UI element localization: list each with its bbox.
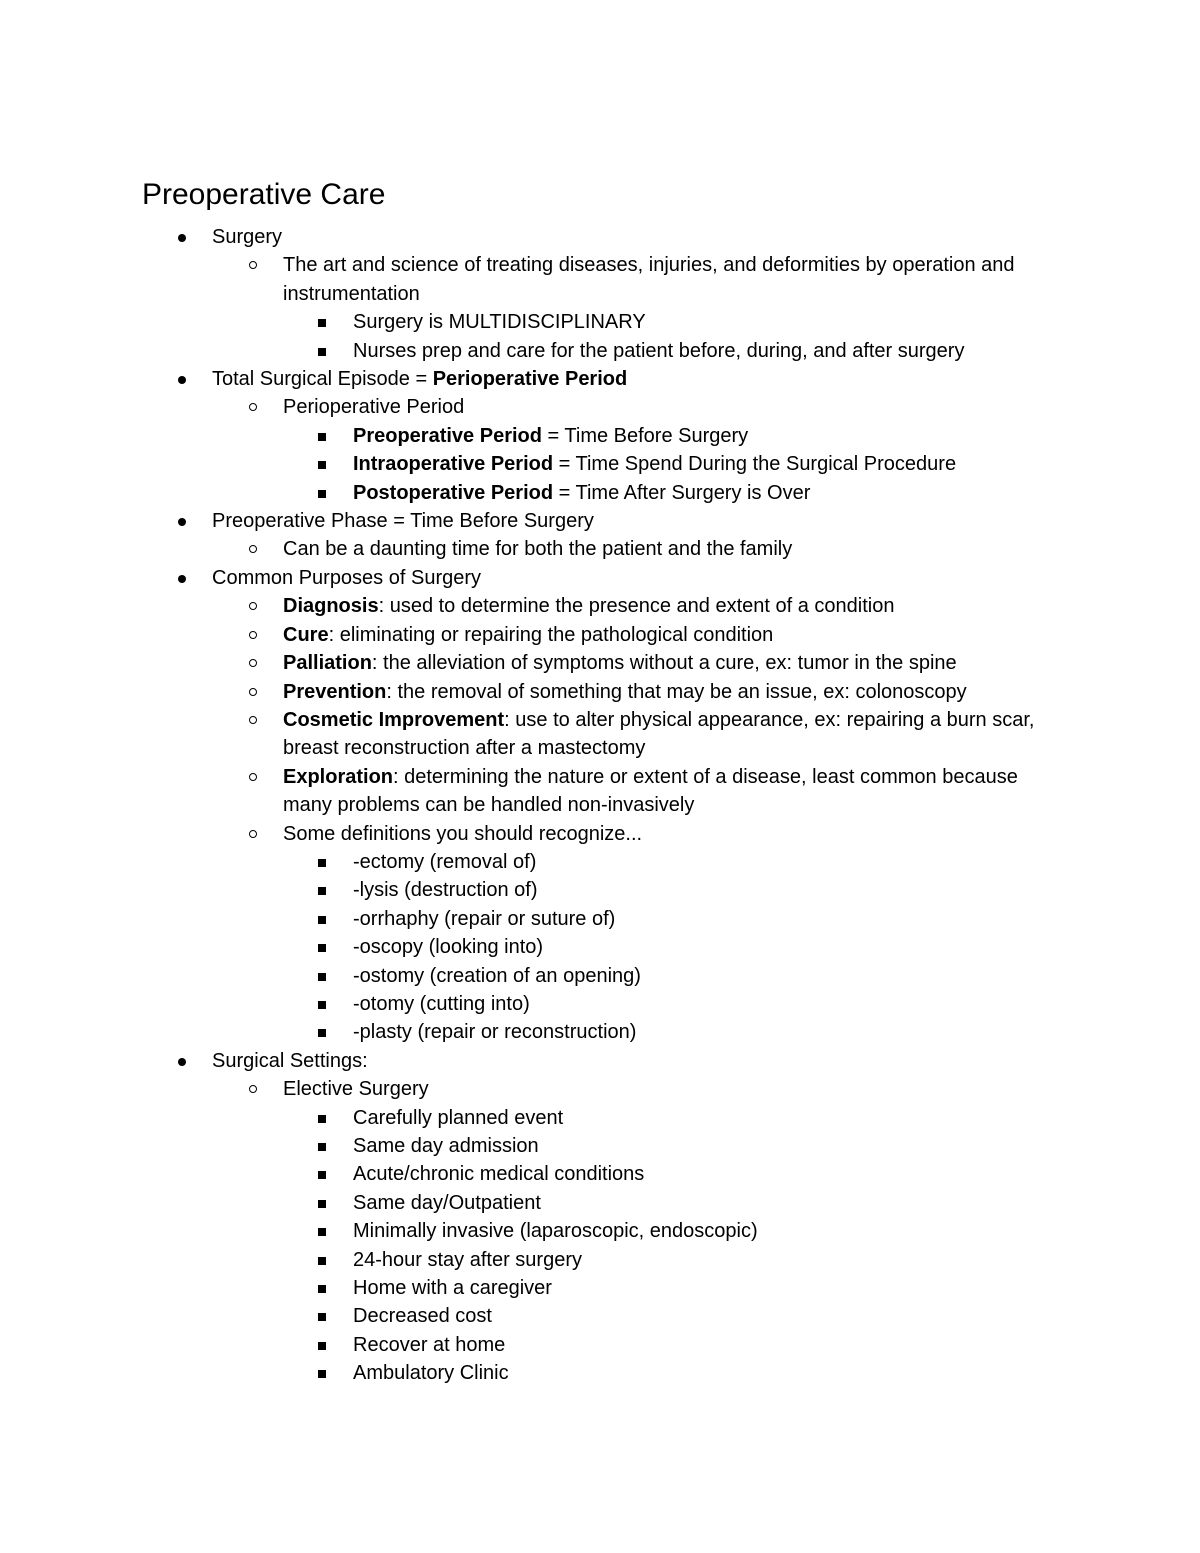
term: Palliation [283, 652, 372, 675]
item-text [283, 624, 773, 646]
list-item [0, 706, 1053, 763]
circle-bullet-icon [249, 716, 257, 724]
list-item [0, 308, 1053, 336]
term-desc: : eliminating or repairing the pathological condition [328, 623, 774, 646]
list-item [0, 1246, 1053, 1274]
list-item [0, 1359, 1053, 1387]
list-item-perioperative [0, 393, 1053, 507]
item-text: 24-hour stay after surgery [353, 1248, 582, 1271]
square-bullet-icon [318, 319, 326, 327]
list-item [0, 1018, 1053, 1046]
list-item [0, 592, 1053, 620]
square-bullet-icon [318, 348, 326, 356]
item-text [283, 709, 1034, 759]
term-desc: : the removal of something that may be an issue, ex: colonoscopy [386, 680, 967, 703]
list-item-surgery-definition [0, 251, 1053, 365]
disc-bullet-icon [178, 518, 186, 526]
item-text [283, 652, 957, 674]
item-label: Preoperative Phase = Time Before Surgery [212, 510, 594, 533]
circle-bullet-icon [249, 631, 257, 639]
item-label: Common Purposes of Surgery [212, 566, 482, 589]
list-item-surgical-episode [0, 365, 1062, 507]
circle-bullet-icon [249, 545, 257, 553]
term: Intraoperative Period [353, 453, 554, 476]
list-item [0, 337, 1053, 365]
square-bullet-icon [318, 944, 326, 952]
item-text: -ostomy (creation of an opening) [353, 964, 641, 987]
list-item [0, 1274, 1053, 1302]
square-bullet-icon [318, 859, 326, 867]
item-text: Nurses prep and care for the patient before, during, and after surgery [353, 339, 965, 362]
item-text: Some definitions you should recognize... [283, 822, 643, 845]
list-item [0, 933, 1053, 961]
list-item [0, 763, 1053, 820]
item-text: Elective Surgery [283, 1078, 429, 1101]
circle-bullet-icon [249, 261, 257, 269]
term-desc: = Time Before Surgery [541, 424, 749, 447]
item-text [283, 595, 894, 617]
item-text: Perioperative Period [283, 396, 465, 419]
list-item [0, 678, 1053, 706]
disc-bullet-icon [178, 376, 186, 384]
square-bullet-icon [318, 1285, 326, 1293]
item-label: Surgical Settings: [212, 1049, 368, 1072]
circle-bullet-icon [249, 403, 257, 411]
item-text: Can be a daunting time for both the patient and the family [283, 538, 793, 561]
item-label-bold: Perioperative Period [432, 368, 628, 391]
item-text: Ambulatory Clinic [353, 1362, 509, 1385]
circle-bullet-icon [249, 773, 257, 781]
square-bullet-icon [318, 1001, 326, 1009]
page-title: Preoperative Care [142, 178, 386, 211]
item-text: -orrhaphy (repair or suture of) [353, 907, 616, 930]
circle-bullet-icon [249, 659, 257, 667]
list-item [0, 479, 1053, 507]
square-bullet-icon [318, 1115, 326, 1123]
term-desc: : use to alter physical appearance, ex: repairing a burn scar, breast reconstruction after a mastectomy [283, 708, 1035, 760]
item-text: -oscopy (looking into) [353, 936, 544, 959]
item-text: -lysis (destruction of) [353, 879, 538, 902]
term: Exploration [283, 765, 394, 788]
list-item [0, 1132, 1053, 1160]
circle-bullet-icon [249, 1085, 257, 1093]
outline-list [0, 223, 1200, 1388]
term: Postoperative Period [353, 481, 554, 504]
list-item [0, 422, 1053, 450]
list-item [0, 1189, 1053, 1217]
square-bullet-icon [318, 1313, 326, 1321]
disc-bullet-icon [178, 575, 186, 583]
square-bullet-icon [318, 1370, 326, 1378]
term: Preoperative Period [353, 424, 542, 447]
list-item-surgical-settings [0, 1047, 1062, 1388]
square-bullet-icon [318, 1342, 326, 1350]
list-item-elective-surgery [0, 1075, 1053, 1387]
list-item-preoperative-phase [0, 507, 1062, 564]
list-item-definitions [0, 820, 1053, 1047]
item-label: Surgery [212, 226, 283, 248]
square-bullet-icon [318, 461, 326, 469]
term: Cosmetic Improvement [283, 708, 505, 731]
list-item [0, 848, 1053, 876]
item-text: Carefully planned event [353, 1106, 564, 1129]
list-item [0, 905, 1053, 933]
list-item [0, 1217, 1053, 1245]
circle-bullet-icon [249, 688, 257, 696]
list-item [0, 535, 1053, 563]
list-item [0, 1302, 1053, 1330]
list-item [0, 621, 1053, 649]
item-text: Same day admission [353, 1135, 539, 1157]
item-text: -ectomy (removal of) [353, 850, 537, 873]
item-text: Acute/chronic medical conditions [353, 1163, 645, 1186]
item-text: Recover at home [353, 1333, 506, 1356]
term: Diagnosis [283, 595, 379, 618]
item-text: Surgery is MULTIDISCIPLINARY [353, 311, 646, 334]
item-label [212, 368, 627, 390]
item-text: Home with a caregiver [353, 1277, 552, 1300]
term-desc: : the alleviation of symptoms without a cure, ex: tumor in the spine [371, 652, 957, 675]
term: Cure [283, 623, 329, 646]
term-desc: : used to determine the presence and extent of a condition [378, 595, 895, 618]
item-label-prefix: Total Surgical Episode = [212, 368, 433, 391]
term: Prevention [283, 680, 387, 703]
term-desc: = Time After Surgery is Over [553, 481, 811, 504]
disc-bullet-icon [178, 234, 186, 242]
item-text [353, 482, 810, 504]
item-text: -otomy (cutting into) [353, 992, 530, 1015]
item-text [353, 425, 748, 447]
square-bullet-icon [318, 490, 326, 498]
term-desc: = Time Spend During the Surgical Procedure [553, 453, 957, 476]
list-item [0, 1331, 1053, 1359]
item-text: -plasty (repair or reconstruction) [353, 1021, 637, 1044]
square-bullet-icon [318, 973, 326, 981]
square-bullet-icon [318, 1029, 326, 1037]
term-desc: : determining the nature or extent of a disease, least common because many problems can be handled non-invasively [283, 765, 1018, 817]
square-bullet-icon [318, 433, 326, 441]
square-bullet-icon [318, 916, 326, 924]
item-text [283, 681, 967, 703]
list-item-surgery [0, 223, 1062, 365]
square-bullet-icon [318, 1143, 326, 1151]
square-bullet-icon [318, 887, 326, 895]
list-item [0, 1160, 1053, 1188]
square-bullet-icon [318, 1228, 326, 1236]
disc-bullet-icon [178, 1058, 186, 1066]
item-text [283, 766, 1018, 816]
list-item [0, 876, 1053, 904]
item-text [353, 453, 956, 475]
item-text: The art and science of treating diseases, injuries, and deformities by operation and instrumentation [283, 254, 1015, 305]
list-item-common-purposes [0, 564, 1062, 1047]
circle-bullet-icon [249, 602, 257, 610]
item-text: Same day/Outpatient [353, 1191, 541, 1214]
list-item [0, 1104, 1053, 1132]
list-item [0, 649, 1053, 677]
list-item [0, 962, 1053, 990]
square-bullet-icon [318, 1200, 326, 1208]
list-item [0, 990, 1053, 1018]
circle-bullet-icon [249, 830, 257, 838]
item-text: Decreased cost [353, 1305, 492, 1328]
list-item [0, 450, 1053, 478]
square-bullet-icon [318, 1171, 326, 1179]
item-text: Minimally invasive (laparoscopic, endoscopic) [353, 1220, 758, 1243]
square-bullet-icon [318, 1257, 326, 1265]
